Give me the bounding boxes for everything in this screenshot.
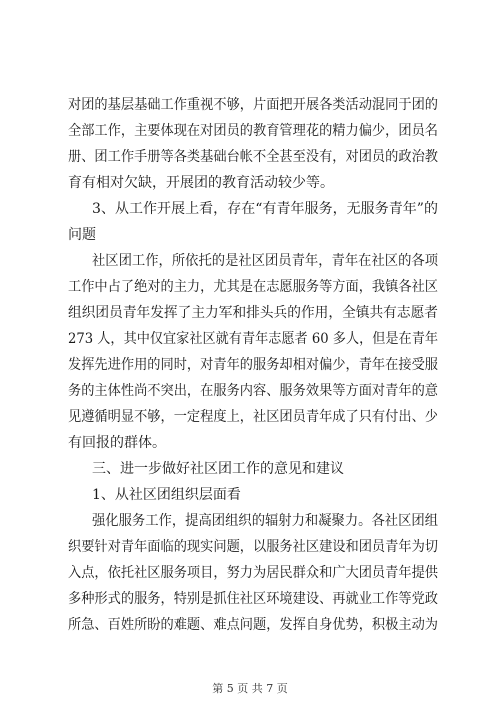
text-line: 强化服务工作，提高团组织的辐射力和凝聚力。各社区团组 [92,513,438,529]
text-line: 对团的基层基础工作重视不够，片面把开展各类活动混同于团的 [68,97,438,113]
text-line: 全部工作，主要体现在对团员的教育管理花的精力偏少，团员名 [68,123,438,139]
body-text [68,92,438,638]
text-line: 所急、百姓所盼的难题、难点问题，发挥自身优势，积极主动为 [68,617,438,633]
text-line: 社区团工作，所依托的是社区团员青年，青年在社区的各项 [92,253,438,269]
text-line: 3、从工作开展上看，存在“有青年服务，无服务青年”的 [92,201,439,217]
text-line: 多种形式的服务，特别是抓住社区环境建设、再就业工作等党政 [68,591,438,607]
text-line: 有回报的群体。 [68,435,166,451]
text-line: 273 人，其中仅宜家社区就有青年志愿者 60 多人，但是在青年 [68,331,438,347]
text-line: 1、从社区团组织层面看 [92,487,241,503]
text-line: 务的主体性尚不突出，在服务内容、服务效果等方面对青年的意 [68,383,438,399]
text-line: 织要针对青年面临的现实问题，以服务社区建设和团员青年为切 [68,539,438,555]
text-line: 册、团工作手册等各类基础台帐不全甚至没有，对团员的政治教 [68,149,438,165]
text-line: 见遵循明显不够，一定程度上，社区团员青年成了只有付出、少 [68,409,438,425]
text-line: 问题 [68,227,96,243]
text-line: 组织团员青年发挥了主力军和排头兵的作用，全镇共有志愿者 [68,305,438,321]
text-line: 工作中占了绝对的主力，尤其是在志愿服务等方面，我镇各社区 [68,279,438,295]
text-line: 三、进一步做好社区团工作的意见和建议 [92,461,344,477]
text-line: 育有相对欠缺，开展团的教育活动较少等。 [68,175,334,191]
text-line: 入点，依托社区服务项目，努力为居民群众和广大团员青年提供 [68,565,438,581]
text-line: 发挥先进作用的同时，对青年的服务却相对偏少，青年在接受服 [68,357,438,373]
page-footer: 第 5 页 共 7 页 [212,682,288,695]
